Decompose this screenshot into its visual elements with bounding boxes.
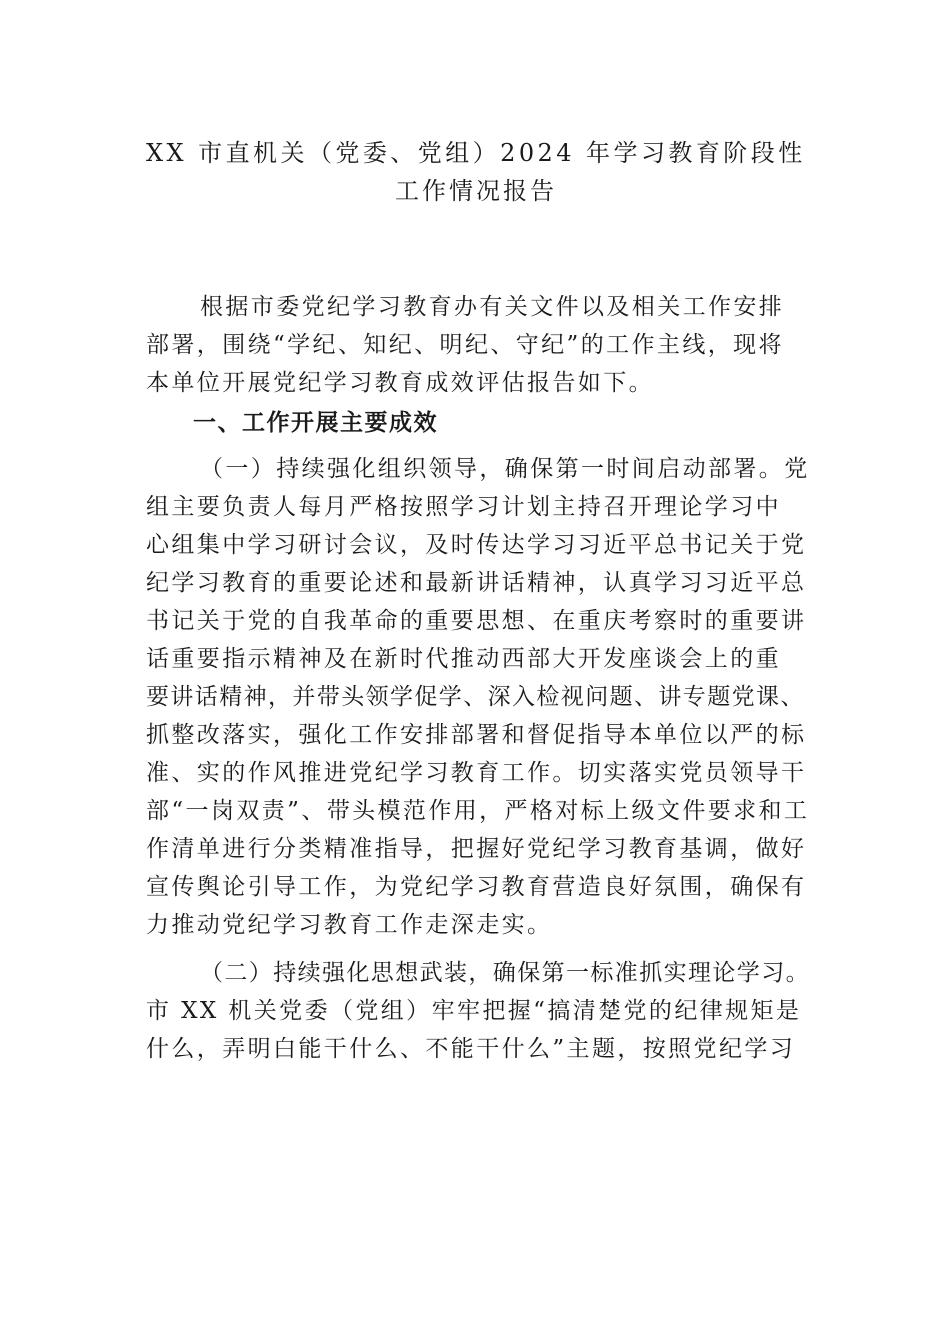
title-line-1: XX 市直机关（党委、党组）2024 年学习教育阶段性 — [146, 139, 806, 167]
paragraph-line: 抓整改落实，强化工作安排部署和督促指导本单位以严的标 — [146, 722, 807, 748]
paragraph-line: 部“一岗双责”、带头模范作用，严格对标上级文件要求和工 — [146, 798, 810, 824]
paragraph-line: 心组集中学习研讨会议，及时传达学习习近平总书记关于党 — [146, 532, 807, 558]
paragraph-line: 组主要负责人每月严格按照学习计划主持召开理论学习中 — [146, 494, 781, 520]
paragraph-line: 书记关于党的自我革命的重要思想、在重庆考察时的重要讲 — [146, 608, 807, 634]
paragraph-line: 要讲话精神，并带头领学促学、深入检视问题、讲专题党课、 — [146, 684, 805, 710]
section-heading: 一、工作开展主要成效 — [193, 410, 438, 436]
paragraph-line: 话重要指示精神及在新时代推动西部大开发座谈会上的重 — [146, 646, 781, 672]
intro-line: 本单位开展党纪学习教育成效评估报告如下。 — [146, 370, 654, 396]
paragraph-line: （二）持续强化思想武装，确保第一标准抓实理论学习。 — [200, 960, 810, 986]
intro-line: 部署，围绕“学纪、知纪、明纪、守纪”的工作主线，现将 — [146, 332, 784, 358]
intro-line: 根据市委党纪学习教育办有关文件以及相关工作安排 — [200, 294, 785, 320]
paragraph-line: 市 XX 机关党委（党组）牢牢把握“搞清楚党的纪律规矩是 — [146, 998, 802, 1024]
document-title — [146, 134, 806, 210]
paragraph-line: 力推动党纪学习教育工作走深走实。 — [146, 912, 553, 938]
title-line-2: 工作情况报告 — [395, 177, 557, 205]
paragraph-line: 准、实的作风推进党纪学习教育工作。切实落实党员领导干 — [146, 760, 807, 786]
paragraph-line: 纪学习教育的重要论述和最新讲话精神，认真学习习近平总 — [146, 570, 807, 596]
paragraph-line: 作清单进行分类精准指导，把握好党纪学习教育基调，做好 — [146, 836, 807, 862]
paragraph-line: （一）持续强化组织领导，确保第一时间启动部署。党 — [200, 456, 810, 482]
paragraph-line: 什么，弄明白能干什么、不能干什么”主题，按照党纪学习 — [146, 1036, 796, 1062]
paragraph-line: 宣传舆论引导工作，为党纪学习教育营造良好氛围，确保有 — [146, 874, 807, 900]
